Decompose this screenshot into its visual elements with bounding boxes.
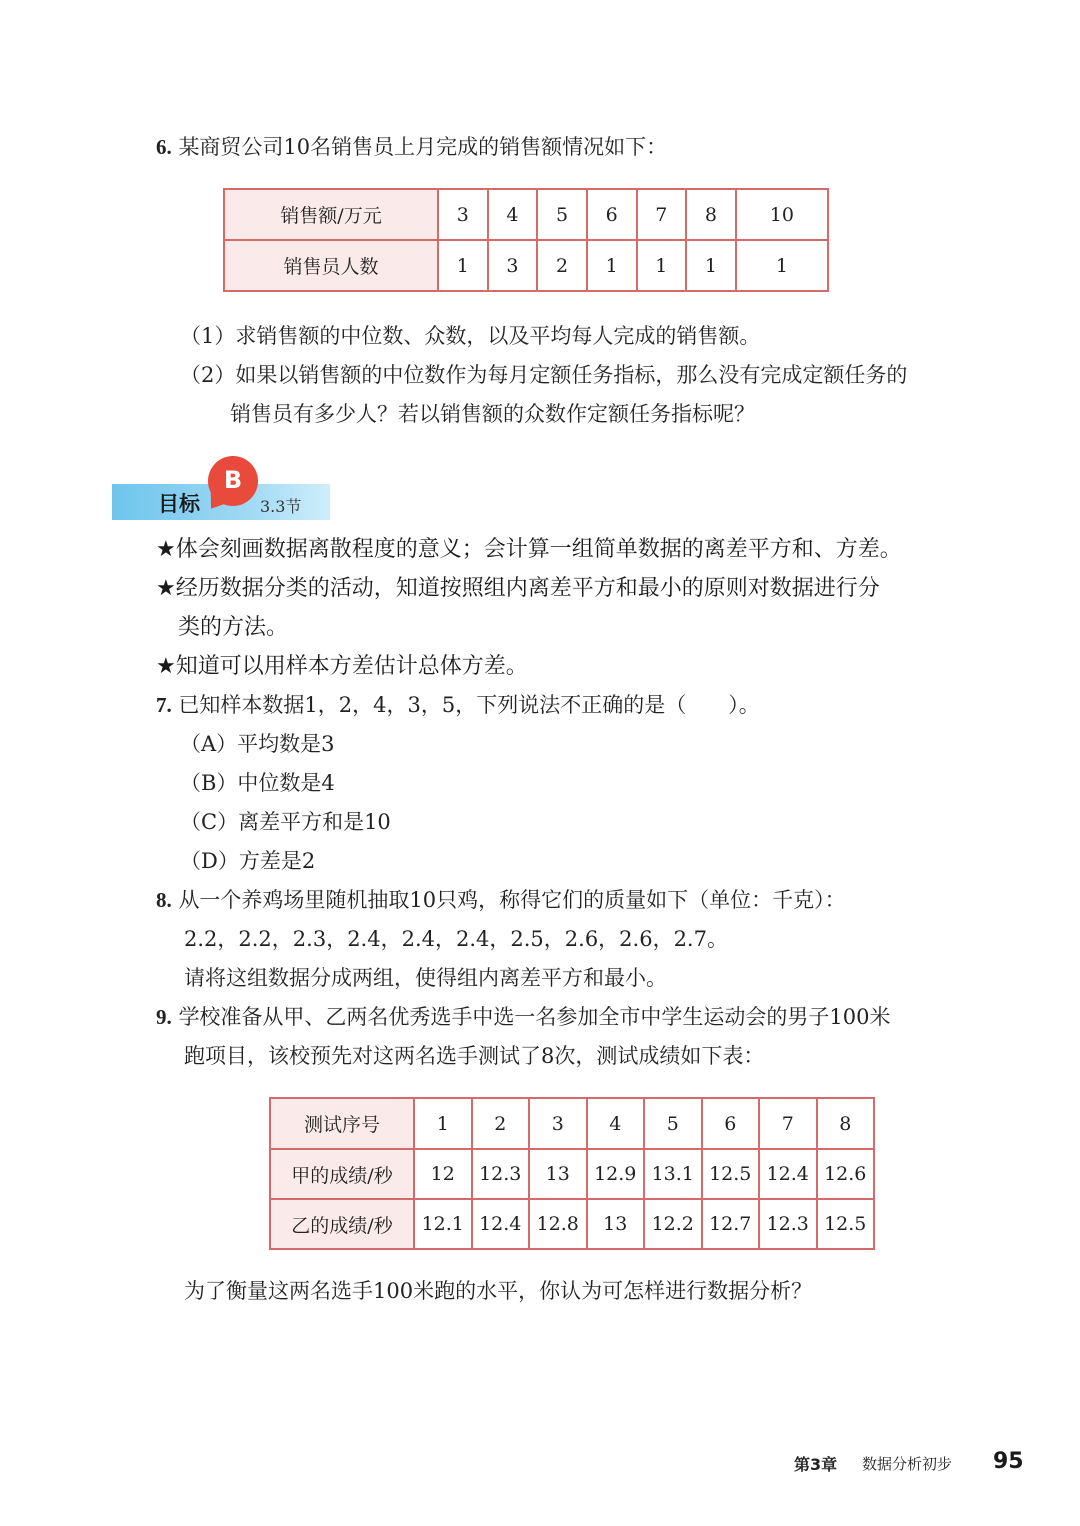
results-cell: 12.3 [759, 1199, 817, 1249]
results-cell: 12.6 [817, 1149, 875, 1199]
count-cell: 2 [537, 240, 587, 291]
q6-text: 某商贸公司10名销售员上月完成的销售额情况如下： [178, 135, 668, 159]
sales-cell: 3 [438, 189, 488, 240]
count-cell: 1 [637, 240, 687, 291]
sales-cell: 4 [488, 189, 538, 240]
results-cell: 12.2 [644, 1199, 702, 1249]
page-number: 95 [993, 1449, 1024, 1474]
results-cell: 12.5 [702, 1149, 760, 1199]
q7-stem [156, 690, 760, 720]
results-row-jia [270, 1149, 874, 1199]
results-header-cell: 5 [644, 1098, 702, 1149]
q7-text: 已知样本数据1，2，4，3，5，下列说法不正确的是（ ）。 [178, 693, 760, 717]
sales-cell: 5 [537, 189, 587, 240]
sales-row [224, 189, 828, 240]
q6-part2-line2: 销售员有多少人？若以销售额的众数作定额任务指标呢？ [230, 402, 755, 426]
q8-number: 8. [156, 888, 172, 912]
count-cell: 1 [587, 240, 637, 291]
count-row [224, 240, 828, 291]
goal-item: ★体会刻画数据离散程度的意义；会计算一组简单数据的离差平方和、方差。 [156, 537, 902, 562]
results-cell: 12 [414, 1149, 472, 1199]
results-cell: 12.8 [529, 1199, 587, 1249]
count-cell: 1 [736, 240, 828, 291]
sales-cell: 7 [637, 189, 687, 240]
level-badge: B [208, 456, 258, 506]
results-header-cell: 4 [587, 1098, 645, 1149]
results-row-label: 乙的成绩/秒 [270, 1199, 414, 1249]
goal-section: 3.3节 [260, 497, 302, 516]
results-cell: 12.1 [414, 1199, 472, 1249]
sales-cell: 8 [686, 189, 736, 240]
results-cell: 13.1 [644, 1149, 702, 1199]
results-row-label: 甲的成绩/秒 [270, 1149, 414, 1199]
q8-data: 2.2，2.2，2.3，2.4，2.4，2.4，2.5，2.6，2.6，2.7。 [184, 927, 728, 951]
results-header-label: 测试序号 [270, 1098, 414, 1149]
results-cell: 12.9 [587, 1149, 645, 1199]
sales-cell: 6 [587, 189, 637, 240]
q8-text: 从一个养鸡场里随机抽取10只鸡，称得它们的质量如下（单位：千克）： [178, 888, 846, 912]
q6-part2-line1: （2）如果以销售额的中位数作为每月定额任务指标，那么没有完成定额任务的 [180, 363, 908, 387]
count-cell: 1 [686, 240, 736, 291]
count-cell: 1 [438, 240, 488, 291]
q9-text-line1: 学校准备从甲、乙两名优秀选手中选一名参加全市中学生运动会的男子100米 [178, 1005, 891, 1029]
goal-item: ★知道可以用样本方差估计总体方差。 [156, 654, 528, 679]
results-cell: 13 [529, 1149, 587, 1199]
sales-cell: 10 [736, 189, 828, 240]
sales-table [223, 188, 829, 292]
results-header-row [270, 1098, 874, 1149]
results-cell: 13 [587, 1199, 645, 1249]
results-cell: 12.4 [759, 1149, 817, 1199]
q6-part1: （1）求销售额的中位数、众数，以及平均每人完成的销售额。 [180, 324, 761, 348]
results-cell: 12.3 [472, 1149, 530, 1199]
results-table [269, 1097, 875, 1250]
q7-option-a: （A）平均数是3 [180, 732, 335, 756]
q9-number: 9. [156, 1005, 172, 1029]
q7-option-d: （D）方差是2 [180, 849, 316, 873]
results-header-cell: 7 [759, 1098, 817, 1149]
q8-stem [156, 885, 846, 915]
results-cell: 12.4 [472, 1199, 530, 1249]
footer-title: 数据分析初步 [862, 1455, 953, 1473]
results-header-cell: 3 [529, 1098, 587, 1149]
results-cell: 12.7 [702, 1199, 760, 1249]
results-header-cell: 6 [702, 1098, 760, 1149]
q7-option-b: （B）中位数是4 [180, 771, 335, 795]
q6-number: 6. [156, 135, 172, 159]
results-header-cell: 2 [472, 1098, 530, 1149]
sales-row-label: 销售额/万元 [224, 189, 438, 240]
q9-question: 为了衡量这两名选手100米跑的水平，你认为可怎样进行数据分析？ [184, 1279, 813, 1303]
goal-item: 类的方法。 [178, 615, 289, 640]
goal-item: ★经历数据分类的活动，知道按照组内离差平方和最小的原则对数据进行分 [156, 576, 880, 601]
q9-stem [156, 1002, 891, 1032]
goal-label: 目标 [158, 492, 200, 516]
results-header-cell: 1 [414, 1098, 472, 1149]
count-row-label: 销售员人数 [224, 240, 438, 291]
q7-number: 7. [156, 693, 172, 717]
results-cell: 12.5 [817, 1199, 875, 1249]
q7-option-c: （C）离差平方和是10 [180, 810, 391, 834]
q6-stem [156, 132, 667, 162]
count-cell: 3 [488, 240, 538, 291]
results-row-yi [270, 1199, 874, 1249]
q9-text-line2: 跑项目，该校预先对这两名选手测试了8次，测试成绩如下表： [184, 1044, 765, 1068]
footer-chapter: 第3章 [794, 1455, 838, 1474]
q8-instruction: 请将这组数据分成两组，使得组内离差平方和最小。 [184, 966, 667, 990]
results-header-cell: 8 [817, 1098, 875, 1149]
